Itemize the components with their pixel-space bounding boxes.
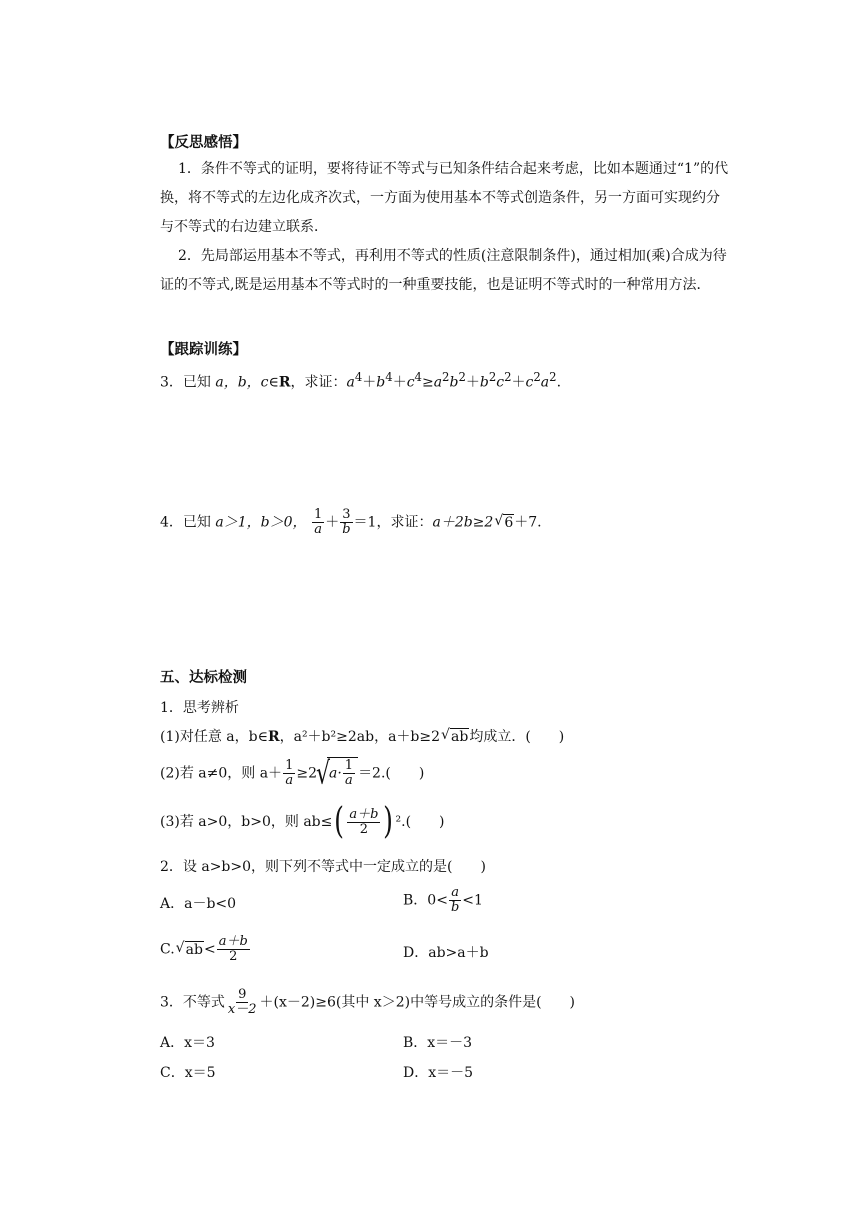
q3-mid: ，求证： (290, 374, 347, 391)
reflection-point-1: 1．条件不等式的证明，要将待证不等式与已知条件结合起来考虑，比如本题通过“1”的代换，将不等式的左边化成齐次式，一方面为使用基本不等式创造条件，另一方面可实现约分与不等式的右边建立联系． (160, 161, 729, 235)
q2-option-d: D．ab>a＋b (403, 945, 489, 961)
statement-1: (1)对任意 a，b∈R，a²＋b²≥2ab，a＋b≥2√ ab均成立．( ) (160, 726, 564, 746)
q2-option-c: C.√ ab< $\frac{a+b}{2}$ (160, 935, 251, 964)
q2-option-b: B．0< $\frac{a}{b}$ <1 (403, 885, 483, 915)
q4-eq: ＝1，求证： (353, 514, 433, 531)
check-question-2: 2．设 a>b>0，则下列不等式中一定成立的是( ) (160, 859, 486, 875)
q3-tail: . (556, 374, 562, 391)
q4-sqrt: √ 6 (503, 514, 514, 531)
q4-condition: a＞1，b＞0， (215, 514, 307, 531)
training-question-3: 3．已知 a，b，c∈R，求证：$a^4+b^4+c^4\ge a^2b^2+b^2c^2+c^2a^2$. (160, 370, 562, 391)
statement-2: (2)若 a≠0，则 a＋ $\frac{1}{a}$ ≥2√ a· $\frac{1}{a}$ ＝2.( ) (160, 757, 424, 788)
q3-option-c: C．x＝5 (160, 1065, 216, 1081)
statement-3: (3)若 a>0，b>0，则 ab≤( $\frac{a+b}{2}$ ) ².( ) (160, 801, 445, 842)
reflection-title: 【反思感悟】 (160, 135, 247, 151)
training-title: 【跟踪训练】 (160, 342, 247, 358)
check-question-3: 3．不等式 $\frac{9}{x-2}$ ＋(x－2)≥6(其中 x＞2)中等号成立的条件是( ) (160, 987, 575, 1017)
q4-fraction-1: $\frac{1}{a}$ (313, 507, 323, 537)
q4-fraction-2: $\frac{3}{b}$ (342, 507, 351, 537)
q4-lead: 4．已知 (160, 514, 216, 531)
check-question-1-title: 1．思考辨析 (160, 700, 239, 716)
q3-option-a: A．x＝3 (160, 1035, 215, 1051)
q3-option-d: D．x＝－5 (403, 1065, 474, 1081)
q3-option-b: B．x＝－3 (403, 1035, 473, 1051)
q4-rhs: a＋2b≥2 (432, 514, 494, 531)
q3-reals: R (278, 374, 291, 391)
q2-option-a: A．a－b<0 (160, 896, 237, 912)
q4-tail: ＋7. (514, 514, 542, 531)
reflection-point-2: 2．先局部运用基本不等式，再利用不等式的性质(注意限制条件)，通过相加(乘)合成为待证的不等式,既是运用基本不等式时的一种重要技能，也是证明不等式时的一种常用方法． (160, 248, 727, 293)
q3-lead: 3．已知 (160, 374, 216, 391)
section-5-title: 五、达标检测 (160, 670, 247, 686)
q3-vars: a，b，c∈ (215, 374, 279, 391)
training-question-4: 4．已知 a＞1，b＞0， $\frac{1}{a}$ ＋ $\frac{3}{b}$ ＝1，求证：a＋2b≥2√ 6＋7. (160, 508, 542, 537)
